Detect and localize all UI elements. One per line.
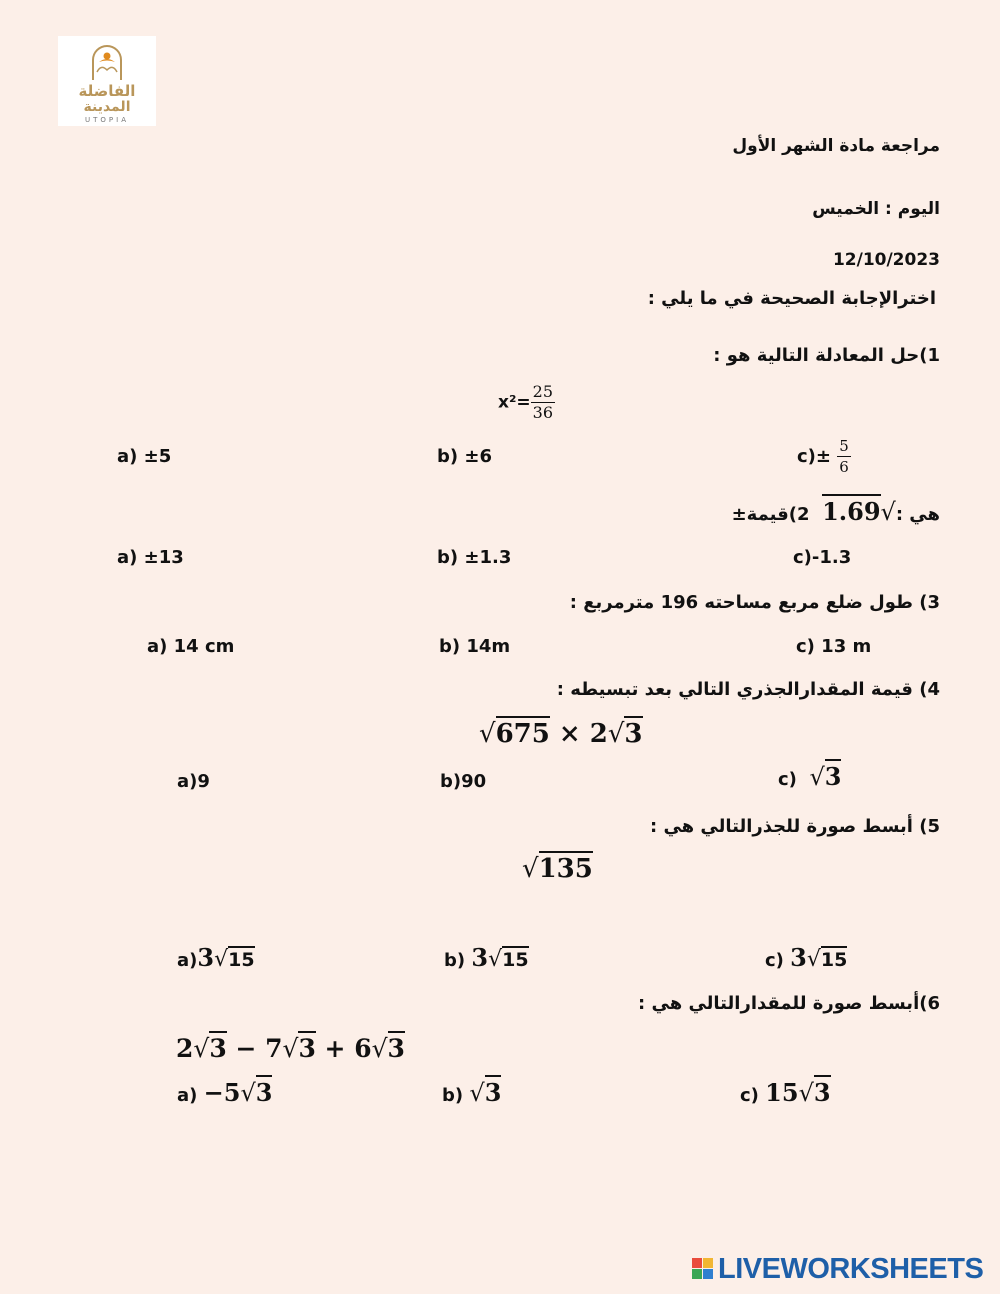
q4-expr-root1: 675 xyxy=(496,716,550,749)
question-4-text: 4) قيمة المقدارالجذري التالي بعد تبسيطه : xyxy=(556,679,940,700)
q4-expr-root2: 3 xyxy=(624,716,642,749)
q5-option-a-root: 15 xyxy=(228,946,254,971)
q4-option-c-prefix: c) xyxy=(778,769,797,790)
q4-option-c-root: 3 xyxy=(825,759,842,791)
worksheet-date: 12/10/2023 xyxy=(832,250,940,270)
q5-option-a-prefix: a) xyxy=(177,950,198,971)
q6-option-a-coef: −5 xyxy=(203,1078,241,1107)
q1-option-c-num: 5 xyxy=(839,437,849,455)
q3-option-a[interactable]: a) 14 cm xyxy=(147,636,235,657)
q1-option-a[interactable]: a) ±5 xyxy=(117,446,172,467)
q6-option-a-root: 3 xyxy=(256,1075,273,1107)
q5-option-a[interactable]: a)3√15 xyxy=(177,943,255,972)
q1-option-c[interactable] xyxy=(797,436,851,477)
q2-option-a[interactable]: a) ±13 xyxy=(117,547,184,568)
logo-text-line2: المدينة xyxy=(83,99,131,115)
q6-option-c-root: 3 xyxy=(814,1075,831,1107)
q5-option-b-coef: 3 xyxy=(471,943,489,972)
q5-option-c-prefix: c) xyxy=(765,950,791,971)
q2-root-expression: √1.69 xyxy=(822,497,896,526)
q1-option-c-den: 6 xyxy=(839,458,849,476)
question-5-expression: √135 xyxy=(522,854,593,884)
q1-expr-lhs: x²= xyxy=(498,392,531,413)
q1-expr-den: 36 xyxy=(532,403,554,422)
q5-option-b-root: 15 xyxy=(502,946,528,971)
q4-expr-times: × 2 xyxy=(549,719,608,749)
liveworksheets-logo-icon xyxy=(692,1258,714,1280)
q6-expr-r3: 3 xyxy=(388,1031,405,1063)
q5-option-c-root: 15 xyxy=(821,946,847,971)
q5-expr-root: 135 xyxy=(539,851,593,884)
school-logo xyxy=(58,36,156,126)
q1-option-c-fraction xyxy=(837,436,851,477)
q6-expr-t1: 2 xyxy=(176,1034,194,1063)
q4-option-a[interactable]: a)9 xyxy=(177,771,210,792)
q5-option-b[interactable]: b) 3√15 xyxy=(444,943,529,972)
logo-text-line3: UTOPIA xyxy=(85,116,129,124)
q6-option-b[interactable]: b) √3 xyxy=(442,1078,501,1107)
q5-option-c[interactable]: c) 3√15 xyxy=(765,943,848,972)
question-4-expression: √675 × 2√3 xyxy=(479,719,643,749)
question-6-text: 6)أبسط صورة للمقدارالتالي هي : xyxy=(638,993,940,1014)
question-6-expression: 2√3 − 7√3 + 6√3 xyxy=(176,1034,405,1063)
q1-option-b[interactable]: b) ±6 xyxy=(437,446,492,467)
q6-option-c-prefix: c) xyxy=(740,1085,766,1106)
question-1-expression xyxy=(498,382,555,423)
question-1-text: 1)حل المعادلة التالية هو : xyxy=(713,345,940,366)
q3-option-b[interactable]: b) 14m xyxy=(439,636,511,657)
q6-expr-r1: 3 xyxy=(209,1031,226,1063)
q2-option-b[interactable]: b) ±1.3 xyxy=(437,547,512,568)
q6-option-b-root: 3 xyxy=(485,1075,502,1107)
q6-option-c[interactable]: c) 15√3 xyxy=(740,1078,831,1107)
q1-option-c-prefix: c)± xyxy=(797,446,831,467)
q6-expr-r2: 3 xyxy=(298,1031,315,1063)
q1-expr-num: 25 xyxy=(532,382,554,401)
q6-option-a-prefix: a) xyxy=(177,1085,204,1106)
question-3-text: 3) طول ضلع مربع مساحته 196 مترمربع : xyxy=(569,592,940,613)
worksheet-day: اليوم : الخميس xyxy=(812,199,940,219)
q4-option-c[interactable]: c) √3 xyxy=(778,762,841,791)
q2-root-value: 1.69 xyxy=(822,494,880,526)
q3-option-c[interactable]: c) 13 m xyxy=(796,636,872,657)
q6-option-a[interactable]: a) −5√3 xyxy=(177,1078,272,1107)
q6-expr-t3: + 6 xyxy=(315,1034,372,1063)
question-5-text: 5) أبسط صورة للجذرالتالي هي : xyxy=(649,816,940,837)
q4-option-b[interactable]: b)90 xyxy=(440,771,487,792)
q5-option-c-coef: 3 xyxy=(790,943,807,972)
q5-option-a-coef: 3 xyxy=(197,943,215,972)
q2-suffix: ±هي : xyxy=(731,504,940,525)
q6-option-c-coef: 15 xyxy=(765,1078,799,1107)
instruction-text: اخترالإجابة الصحيحة في ما يلي : xyxy=(647,288,936,309)
liveworksheets-wordmark: LIVEWORKSHEETS xyxy=(718,1253,984,1285)
q2-option-c[interactable]: c)-1.3 xyxy=(793,547,852,568)
worksheet-title: مراجعة مادة الشهر الأول xyxy=(732,136,940,156)
q6-option-b-prefix: b) xyxy=(442,1085,470,1106)
q1-expr-fraction xyxy=(531,382,555,423)
question-2-text xyxy=(732,497,940,526)
q5-option-b-prefix: b) xyxy=(444,950,472,971)
logo-text-line1: الفاضلة xyxy=(78,82,136,100)
q6-expr-t2: − 7 xyxy=(226,1034,283,1063)
utopia-emblem-icon xyxy=(87,42,127,82)
q2-prefix: 2)قيمة xyxy=(746,504,810,525)
